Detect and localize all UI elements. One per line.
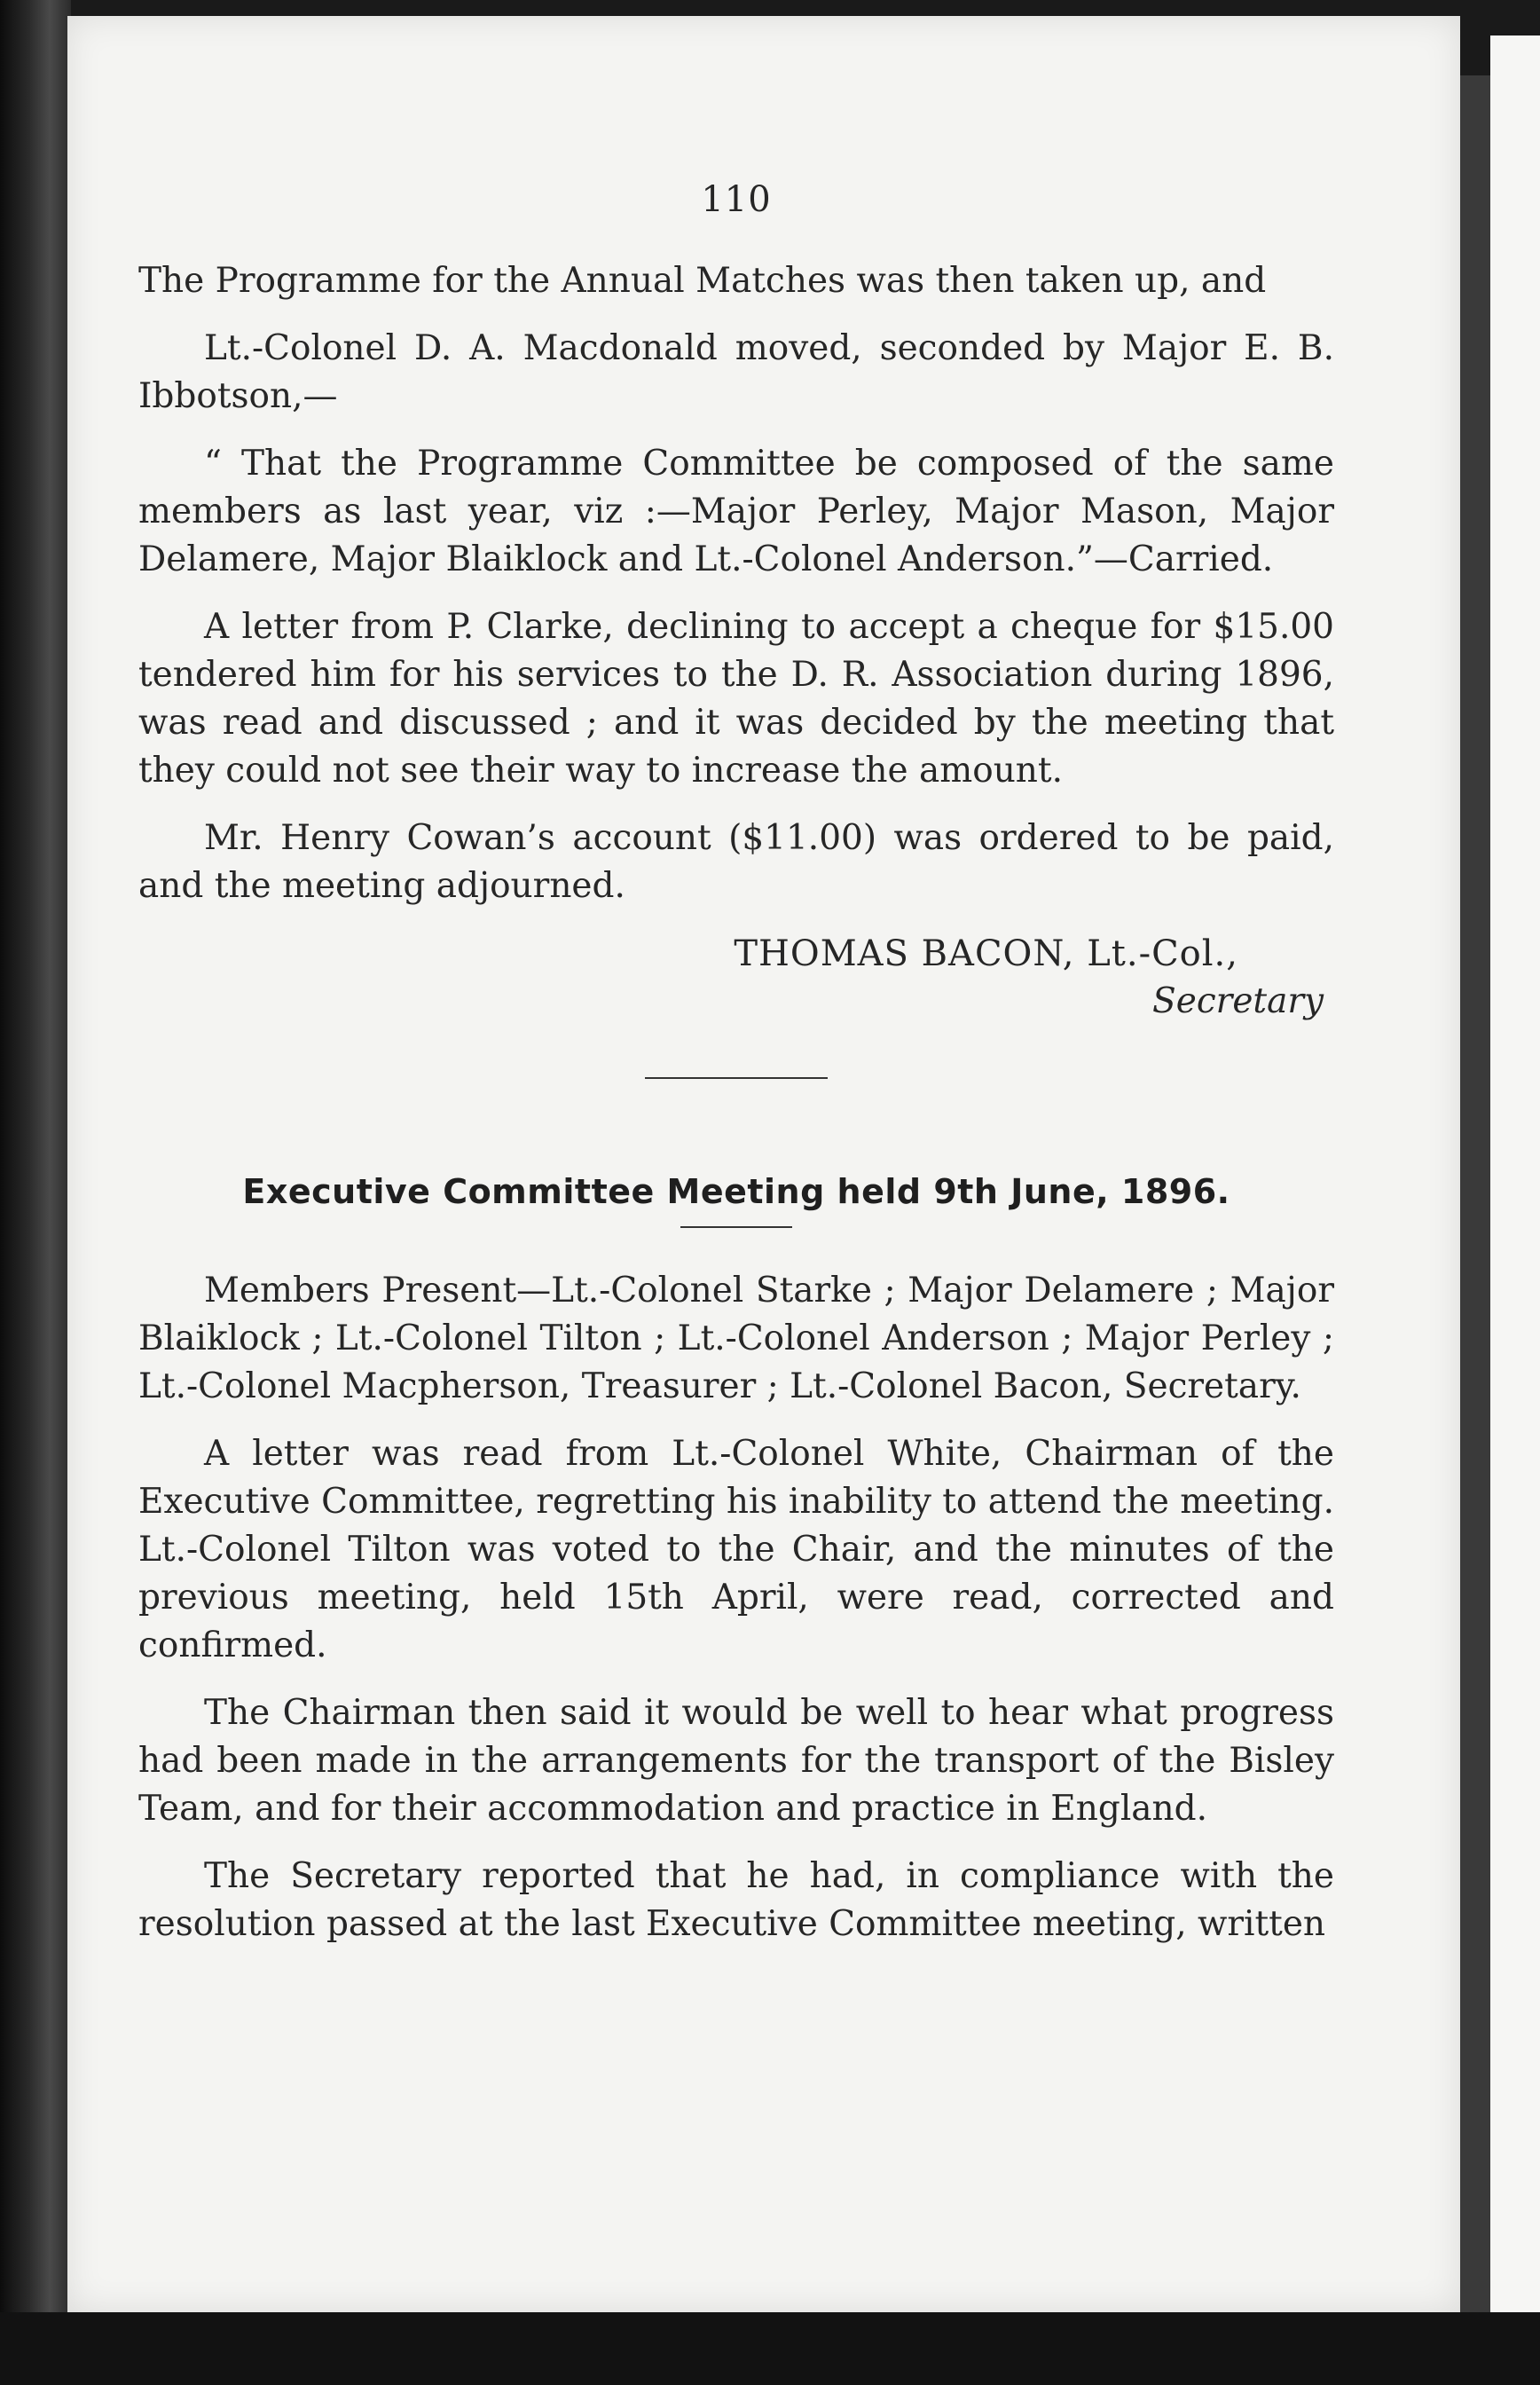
section-heading: Executive Committee Meeting held 9th June, 1896. — [242, 1172, 1230, 1211]
paragraph-resolution: “ That the Programme Committee be composed of the same members as last year, viz :—Major Perley, Major Mason, Major Delamere, Major Blaiklock and Lt.-Colonel Anderson.”—Carried. — [138, 444, 1334, 579]
facing-page-edge — [1490, 35, 1540, 2334]
signatory-title: Secretary — [1152, 981, 1324, 1021]
book-gutter — [1460, 75, 1490, 2329]
paragraph-motion: Lt.-Colonel D. A. Macdonald moved, seconded by Major E. B. Ibbotson,— — [138, 328, 1334, 416]
scan-bottom-border — [0, 2312, 1540, 2385]
paragraph-white-letter: A letter was read from Lt.-Colonel White, Chairman of the Executive Committee, regretting his inability to attend the meeting. Lt.-Colonel Tilton was voted to the Chair, and the minutes of the previous meeting, held 15th April, were read, corrected and confirmed. — [138, 1434, 1334, 1665]
heading-underline — [680, 1226, 792, 1228]
section-divider — [645, 1077, 828, 1079]
paragraph-members-present: Members Present—Lt.-Colonel Starke ; Major Delamere ; Major Blaiklock ; Lt.-Colonel Tilton ; Lt.-Colonel Anderson ; Major Perley ; Lt.-Colonel Macpherson, Treasurer ; Lt.-Colonel Bacon, Secretary. — [138, 1271, 1334, 1406]
signature-block — [138, 930, 1334, 1026]
page-number: 110 — [701, 179, 772, 220]
paragraph-cowan-account: Mr. Henry Cowan’s account ($11.00) was ordered to be paid, and the meeting adjourned. — [138, 818, 1334, 906]
paragraph-chairman-remarks: The Chairman then said it would be well to hear what progress had been made in the arrangements for the transport of the Bisley Team, and for their accommodation and practice in England. — [138, 1693, 1334, 1829]
paragraph-secretary-report: The Secretary reported that he had, in compliance with the resolution passed at the last Executive Committee meeting, written — [138, 1856, 1334, 1944]
paragraph-programme: The Programme for the Annual Matches was then taken up, and — [138, 261, 1267, 301]
paragraph-clarke-letter: A letter from P. Clarke, declining to accept a cheque for $15.00 tendered him for his services to the D. R. Association during 1896, was read and discussed ; and it was decided by the meeting that they could not see their way to increase the amount. — [138, 607, 1334, 791]
page-content — [138, 176, 1334, 1968]
signatory-name: THOMAS BACON, Lt.-Col., — [734, 933, 1238, 974]
book-left-edge — [0, 0, 71, 2385]
